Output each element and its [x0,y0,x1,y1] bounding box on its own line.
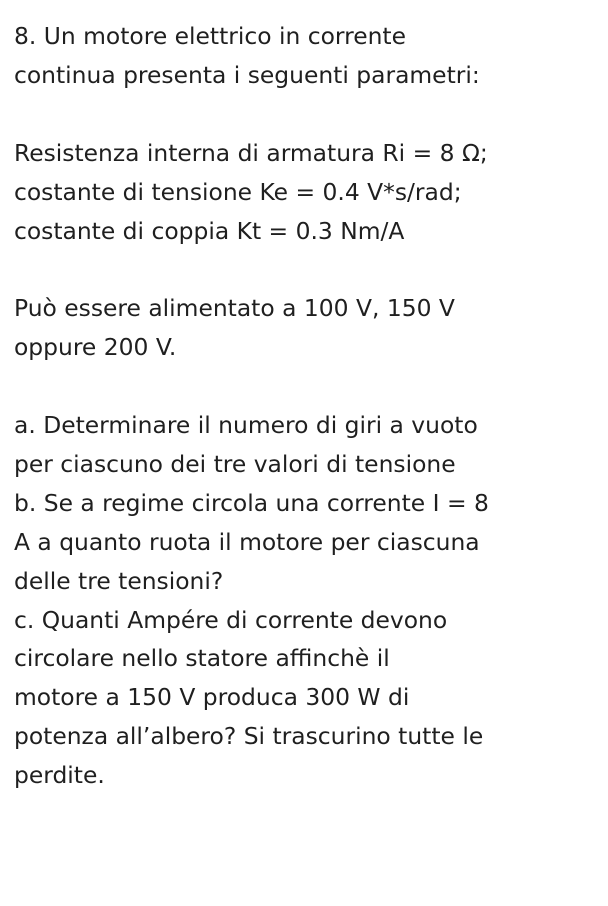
parameter-line: costante di tensione Ke = 0.4 V*s/rad; [14,177,462,206]
question-line: delle tre tensioni? [14,566,224,595]
question-line: circolare nello statore affinchè il [14,644,390,673]
question-line: perdite. [14,761,105,790]
parameters-block [14,134,600,251]
problem-intro [14,17,600,95]
parameter-line: costante di coppia Kt = 0.3 Nm/A [14,216,405,245]
problem-text [14,17,600,795]
paragraph-gap [14,367,600,406]
parameter-line: Resistenza interna di armatura Ri = 8 Ω; [14,138,488,167]
question-line: c. Quanti Ampére di corrente devono [14,605,448,634]
question-line: A a quanto ruota il motore per ciascuna [14,527,480,556]
question-line: b. Se a regime circola una corrente I = 8 [14,488,489,517]
supply-line: Può essere alimentato a 100 V, 150 V [14,294,455,323]
question-line: motore a 150 V produca 300 W di [14,683,410,712]
intro-line: 8. Un motore elettrico in corrente [14,22,406,50]
question-line: per ciascuno dei tre valori di tensione [14,449,456,478]
question-line: a. Determinare il numero di giri a vuoto [14,411,478,440]
supply-line: oppure 200 V. [14,333,177,362]
questions-block [14,406,600,795]
supply-block [14,289,600,367]
intro-line: continua presenta i seguenti parametri: [14,60,480,89]
paragraph-gap [14,250,600,289]
question-line: potenza all’albero? Si trascurino tutte le [14,722,484,751]
paragraph-gap [14,95,600,134]
